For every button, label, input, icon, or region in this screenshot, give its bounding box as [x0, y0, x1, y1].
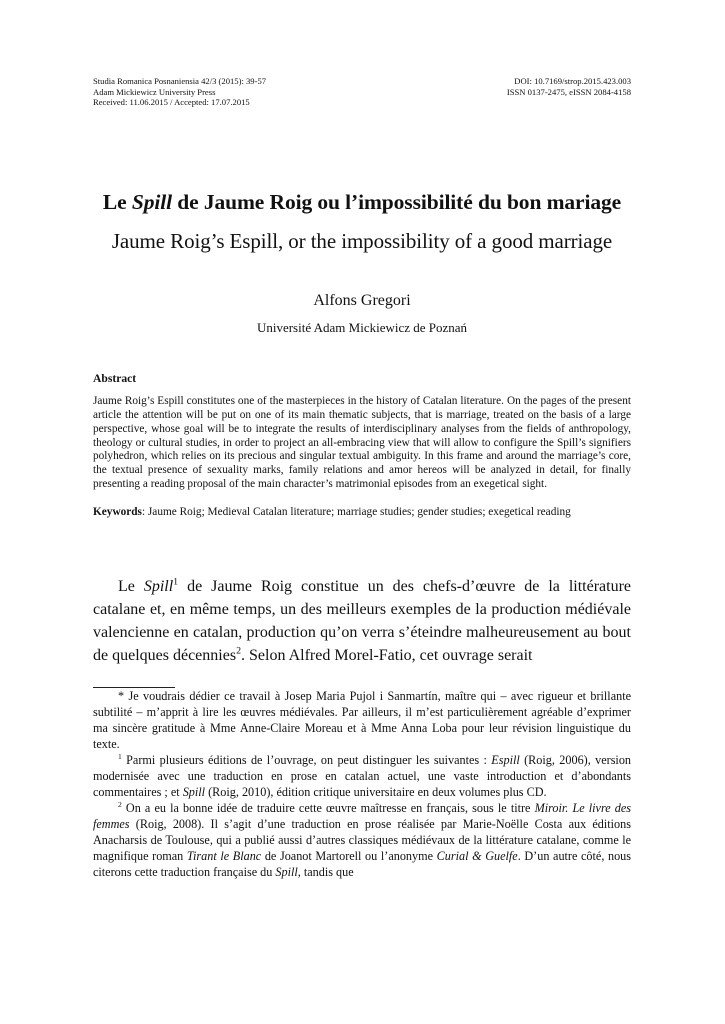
footnote-2: $^2$ On a eu la bonne idée de traduire cette œuvre maîtresse en français, sous le titre Miroir. Le livre des femmes (Roig, 2008). Il s’agit d’une traduction en prose réalisée par Marie-Noëlle Costa aux éditions Anacharsis de Toulouse, qui a publié aussi d’autres classiques médiévaux de la littérature catalane, comme le magnifique roman Tirant le Blanc de Joanot Martorell ou l’anonyme Curial & Guelfe. D’un autre côté, nous citerons cette traduction française du Spill, tandis que [93, 800, 632, 880]
keywords-label: Keywords [93, 506, 142, 519]
header-left [93, 76, 266, 108]
received-accepted: Received: 11.06.2015 / Accepted: 17.07.2015 [93, 97, 250, 108]
abstract-heading: Abstract [93, 371, 137, 385]
journal-header [93, 76, 631, 108]
publisher: Adam Mickiewicz University Press [93, 86, 216, 97]
footnote-star: * Je voudrais dédier ce travail à Josep Maria Pujol i Sanmartín, maître qui – avec rigueur et brillante subtilité – m’apprit à lire les œuvres médiévales. Par ailleurs, il m’est particulièrement agréable d’exprimer ma sincère gratitude à Mme Anne-Claire Moreau et à Mme Anna Loba pour leur révision linguistique du texte. [93, 689, 631, 752]
doi: DOI: 10.7169/strop.2015.423.003 [514, 76, 631, 86]
keywords-text: : Jaume Roig; Medieval Catalan literature; marriage studies; gender studies; exegetical reading [141, 506, 571, 519]
body-paragraph: Le Spill$^1$ de Jaume Roig constitue un des chefs-d’œuvre de la littérature catalane et, en même temps, un des meilleurs exemples de la production médiévale valencienne en catalan, production qu’on verra s’éteindre malheureusement au bout de quelques décennies$^2$. Selon Alfred Morel-Fatio, cet ouvrage serait [93, 576, 632, 665]
footnote-1: $^1$ Parmi plusieurs éditions de l’ouvrage, on peut distinguer les suivantes : Espill (Roig, 2006), version modernisée avec une traduction en prose en catalan actuel, une vaste introduction et d’abondants commentaires ; et Spill (Roig, 2010), édition critique universitaire en deux volumes plus CD. [93, 752, 632, 800]
article-page [93, 76, 631, 880]
abstract-text: Jaume Roig’s Espill constitutes one of the masterpieces in the history of Catalan literature. On the pages of the present article the attention will be put on one of its main thematic subjects, that is marriage, treated on the basis of a large perspective, whose goal will be to integrate the results of interdisciplinary analyses from the fields of anthropology, theology or cultural studies, in order to project an all-embracing view that will allow to configure the Spill’s signifiers polyhedron, which relies on its precious and singular textual ambiguity. In this frame and around the marriage’s core, the textual presence of sexuality marks, family relations and amor hereos will be analyzed in detail, for finally presenting a reading proposal of the main character’s matrimonial episodes from an exegetical sight. [93, 394, 631, 491]
article-title: Le Spill de Jaume Roig ou l’impossibilité du bon mariage [102, 189, 622, 214]
journal-citation: Studia Romanica Posnaniensia 42/3 (2015): 39-57 [93, 76, 267, 86]
footnote-ref-1: 1 [173, 576, 179, 588]
header-right [507, 76, 631, 108]
footnote-ref-2: 2 [236, 645, 242, 657]
keywords [93, 506, 631, 518]
author-affiliation: Université Adam Mickiewicz de Poznań [256, 319, 468, 335]
article-subtitle: Jaume Roig’s Espill, or the impossibility of a good marriage [111, 228, 613, 253]
issn: ISSN 0137-2475, eISSN 2084-4158 [506, 86, 631, 97]
title-italic: Spill [131, 189, 172, 214]
author-name: Alfons Gregori [313, 291, 411, 309]
